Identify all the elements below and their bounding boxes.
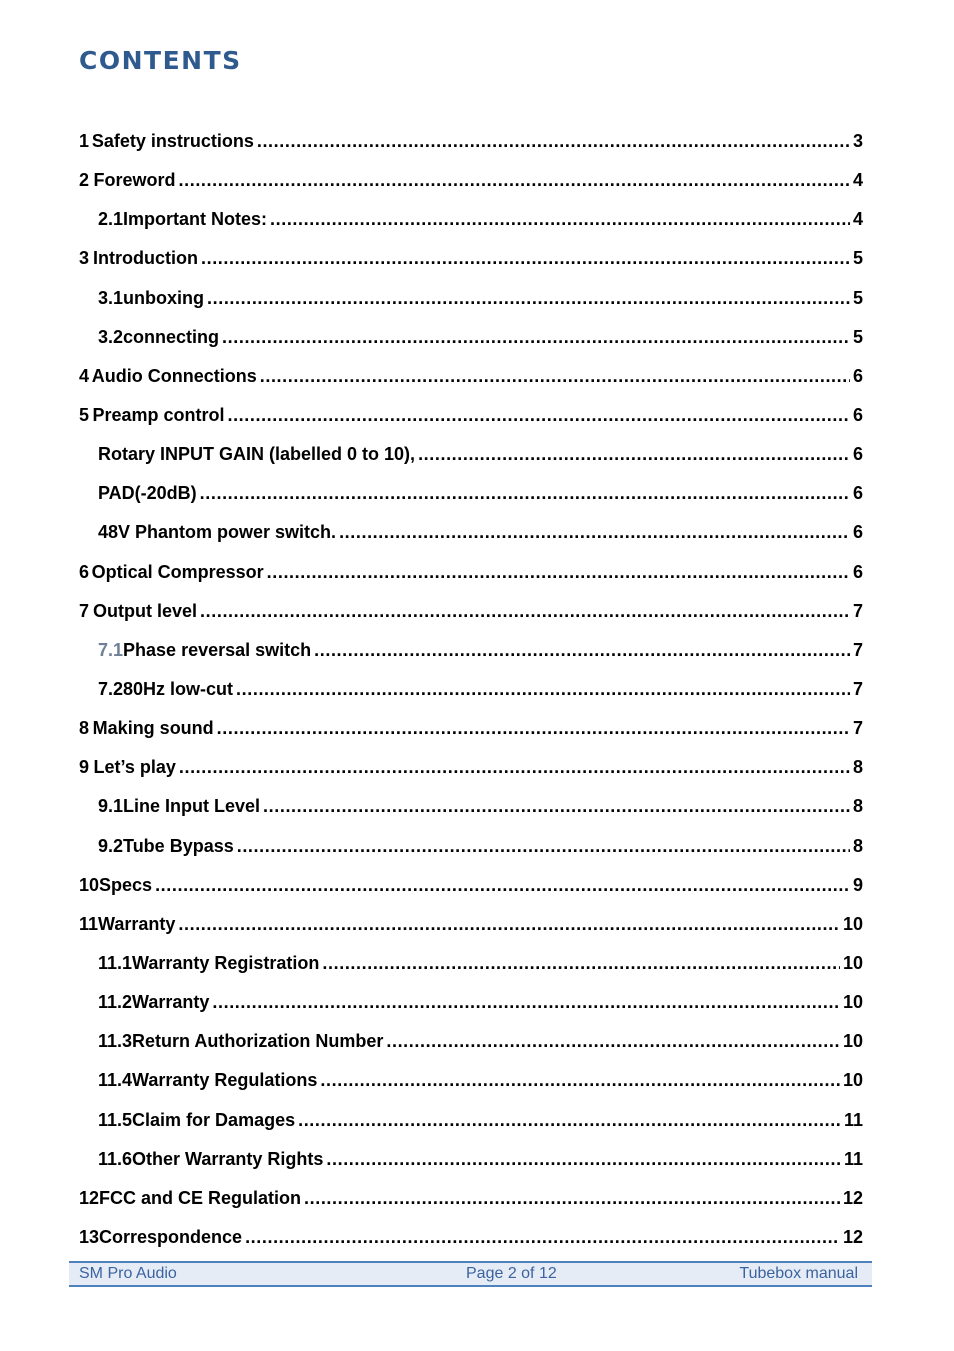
toc-entry[interactable] <box>79 709 863 748</box>
toc-page: 9 <box>852 874 863 895</box>
toc-title: Return Authorization Number <box>132 1031 384 1052</box>
toc-entry[interactable] <box>79 435 863 474</box>
toc-entry[interactable] <box>79 670 863 709</box>
toc-title: unboxing <box>123 287 205 308</box>
toc-number: 6 <box>79 561 90 582</box>
toc-number: 11.1 <box>98 952 133 973</box>
toc-title: PAD(-20dB) <box>98 483 197 504</box>
toc-entry[interactable] <box>79 983 863 1022</box>
toc-leader <box>257 122 850 161</box>
toc-leader <box>155 866 850 905</box>
toc-title: Warranty <box>132 992 210 1013</box>
toc-title: Other Warranty Rights <box>132 1148 324 1169</box>
toc-title: Warranty Regulations <box>132 1070 318 1091</box>
toc-leader <box>326 1140 841 1179</box>
toc-title: Line Input Level <box>123 796 261 817</box>
toc-title: Safety instructions <box>91 131 254 151</box>
toc-leader <box>320 1061 840 1100</box>
toc-title: 80Hz low-cut <box>123 678 234 699</box>
toc-title: Audio Connections <box>91 365 257 386</box>
toc-number: 9.2 <box>98 835 124 856</box>
toc-entry[interactable] <box>79 1218 863 1257</box>
toc-title: Warranty <box>98 913 176 934</box>
toc-entry[interactable] <box>79 944 863 983</box>
toc-number: 11 <box>79 913 99 934</box>
toc-page: 6 <box>852 444 863 465</box>
toc-page: 6 <box>852 404 863 425</box>
toc-page: 10 <box>842 913 863 934</box>
toc-number: 2.1 <box>98 209 124 230</box>
toc-title: Introduction <box>93 248 198 269</box>
toc-leader <box>237 827 850 866</box>
toc-page: 3 <box>852 131 863 151</box>
toc-number: 11.3 <box>98 1031 133 1052</box>
toc-entry[interactable] <box>79 357 863 396</box>
page-footer <box>69 1261 872 1287</box>
toc-title: Making sound <box>92 718 214 739</box>
toc-title: Let’s play <box>93 757 176 778</box>
toc-title: FCC and CE Regulation <box>99 1187 302 1208</box>
toc-number: 5 <box>79 404 90 425</box>
toc-page: 7 <box>852 718 863 739</box>
toc-title: connecting <box>123 326 220 347</box>
toc-page: 7 <box>852 639 863 660</box>
toc-number: 4 <box>79 365 90 386</box>
toc-entry[interactable] <box>79 161 863 200</box>
toc-leader <box>178 905 840 944</box>
toc-title: Phase reversal switch <box>123 639 312 660</box>
toc-leader <box>270 200 850 239</box>
toc-number: 3.2 <box>98 326 124 347</box>
toc-leader <box>179 161 850 200</box>
toc-number: 7.2 <box>98 678 124 699</box>
toc-title: Output level <box>93 600 198 621</box>
footer-company: SM Pro Audio <box>79 1265 177 1282</box>
toc-leader <box>245 1218 840 1257</box>
toc-leader <box>217 709 850 748</box>
toc-leader <box>260 357 850 396</box>
toc-leader <box>236 670 850 709</box>
toc-leader <box>314 631 850 670</box>
toc-number: 3.1 <box>98 287 124 308</box>
toc-page: 6 <box>852 483 863 504</box>
toc-page: 10 <box>842 1070 863 1091</box>
toc-entry[interactable] <box>79 1140 863 1179</box>
footer-document-title: Tubebox manual <box>739 1265 858 1282</box>
toc-entry[interactable] <box>79 396 863 435</box>
toc-entry[interactable] <box>79 827 863 866</box>
toc-entry[interactable] <box>79 748 863 787</box>
toc-page: 6 <box>852 365 863 386</box>
toc-number: 9 <box>79 757 90 778</box>
toc-number: 9.1 <box>98 796 124 817</box>
toc-entry[interactable] <box>79 318 863 357</box>
toc-number: 11.6 <box>98 1148 133 1169</box>
toc-page: 7 <box>852 600 863 621</box>
toc-leader <box>322 944 840 983</box>
footer-page-number: Page 2 of 12 <box>466 1265 557 1282</box>
toc-page: 8 <box>852 835 863 856</box>
toc-leader <box>201 239 850 278</box>
toc-entry[interactable] <box>79 1101 863 1140</box>
toc-entry[interactable] <box>79 279 863 318</box>
toc-title: Warranty Registration <box>132 952 320 973</box>
toc-page: 12 <box>842 1187 863 1208</box>
toc-title: Specs <box>99 874 153 895</box>
toc-page: 10 <box>842 1031 863 1052</box>
toc-title: Tube Bypass <box>123 835 234 856</box>
toc-page: 6 <box>852 522 863 543</box>
toc-title: Optical Compressor <box>91 561 264 582</box>
toc-leader <box>298 1101 841 1140</box>
table-of-contents <box>79 122 863 1257</box>
toc-number: 7 <box>79 600 90 621</box>
toc-title: Correspondence <box>99 1226 243 1247</box>
page-title: CONTENTS <box>79 46 242 75</box>
toc-number: 11.5 <box>98 1109 133 1130</box>
toc-entry[interactable] <box>79 592 863 631</box>
toc-entry[interactable] <box>79 200 863 239</box>
toc-title: Preamp control <box>92 404 225 425</box>
toc-number: 11.4 <box>98 1070 133 1091</box>
toc-page: 11 <box>843 1109 863 1130</box>
toc-number: 10 <box>79 874 100 895</box>
toc-entry[interactable] <box>79 122 863 161</box>
toc-leader <box>418 435 850 474</box>
toc-entry[interactable] <box>79 631 863 670</box>
toc-title: Important Notes: <box>123 209 268 230</box>
toc-number: 1 <box>79 131 90 151</box>
toc-entry[interactable] <box>79 787 863 826</box>
toc-page: 10 <box>842 992 863 1013</box>
toc-leader <box>339 513 850 552</box>
toc-page: 4 <box>852 170 863 191</box>
toc-leader <box>200 474 850 513</box>
toc-title: Rotary INPUT GAIN (labelled 0 to 10), <box>98 444 416 465</box>
toc-number: 11.2 <box>98 992 133 1013</box>
toc-page: 12 <box>842 1226 863 1247</box>
toc-page: 5 <box>852 248 863 269</box>
toc-entry[interactable] <box>79 474 863 513</box>
toc-page: 8 <box>852 757 863 778</box>
toc-title: Foreword <box>93 170 176 191</box>
toc-page: 4 <box>852 209 863 230</box>
toc-entry[interactable] <box>79 866 863 905</box>
toc-number: 8 <box>79 718 90 739</box>
toc-number: 12 <box>79 1187 100 1208</box>
toc-leader <box>179 748 850 787</box>
toc-entry[interactable] <box>79 1061 863 1100</box>
toc-leader <box>212 983 840 1022</box>
toc-leader <box>200 592 850 631</box>
toc-page: 10 <box>842 952 863 973</box>
toc-number: 3 <box>79 248 90 269</box>
toc-entry[interactable] <box>79 1179 863 1218</box>
toc-page: 5 <box>852 287 863 308</box>
toc-page: 6 <box>852 561 863 582</box>
toc-leader <box>207 279 850 318</box>
toc-number: 13 <box>79 1226 100 1247</box>
toc-number: 2 <box>79 170 90 191</box>
toc-page: 8 <box>852 796 863 817</box>
toc-leader <box>263 787 850 826</box>
toc-leader <box>267 553 850 592</box>
toc-leader <box>227 396 850 435</box>
toc-page: 5 <box>852 326 863 347</box>
toc-entry[interactable] <box>79 905 863 944</box>
toc-leader <box>386 1022 840 1061</box>
toc-entry[interactable] <box>79 513 863 552</box>
toc-entry[interactable] <box>79 1022 863 1061</box>
toc-page: 7 <box>852 678 863 699</box>
toc-leader <box>304 1179 840 1218</box>
toc-number: 7.1 <box>98 639 124 660</box>
toc-entry[interactable] <box>79 239 863 278</box>
toc-title: 48V Phantom power switch. <box>98 522 337 543</box>
toc-page: 11 <box>843 1148 863 1169</box>
toc-title: Claim for Damages <box>132 1109 296 1130</box>
toc-leader <box>222 318 850 357</box>
toc-entry[interactable] <box>79 553 863 592</box>
